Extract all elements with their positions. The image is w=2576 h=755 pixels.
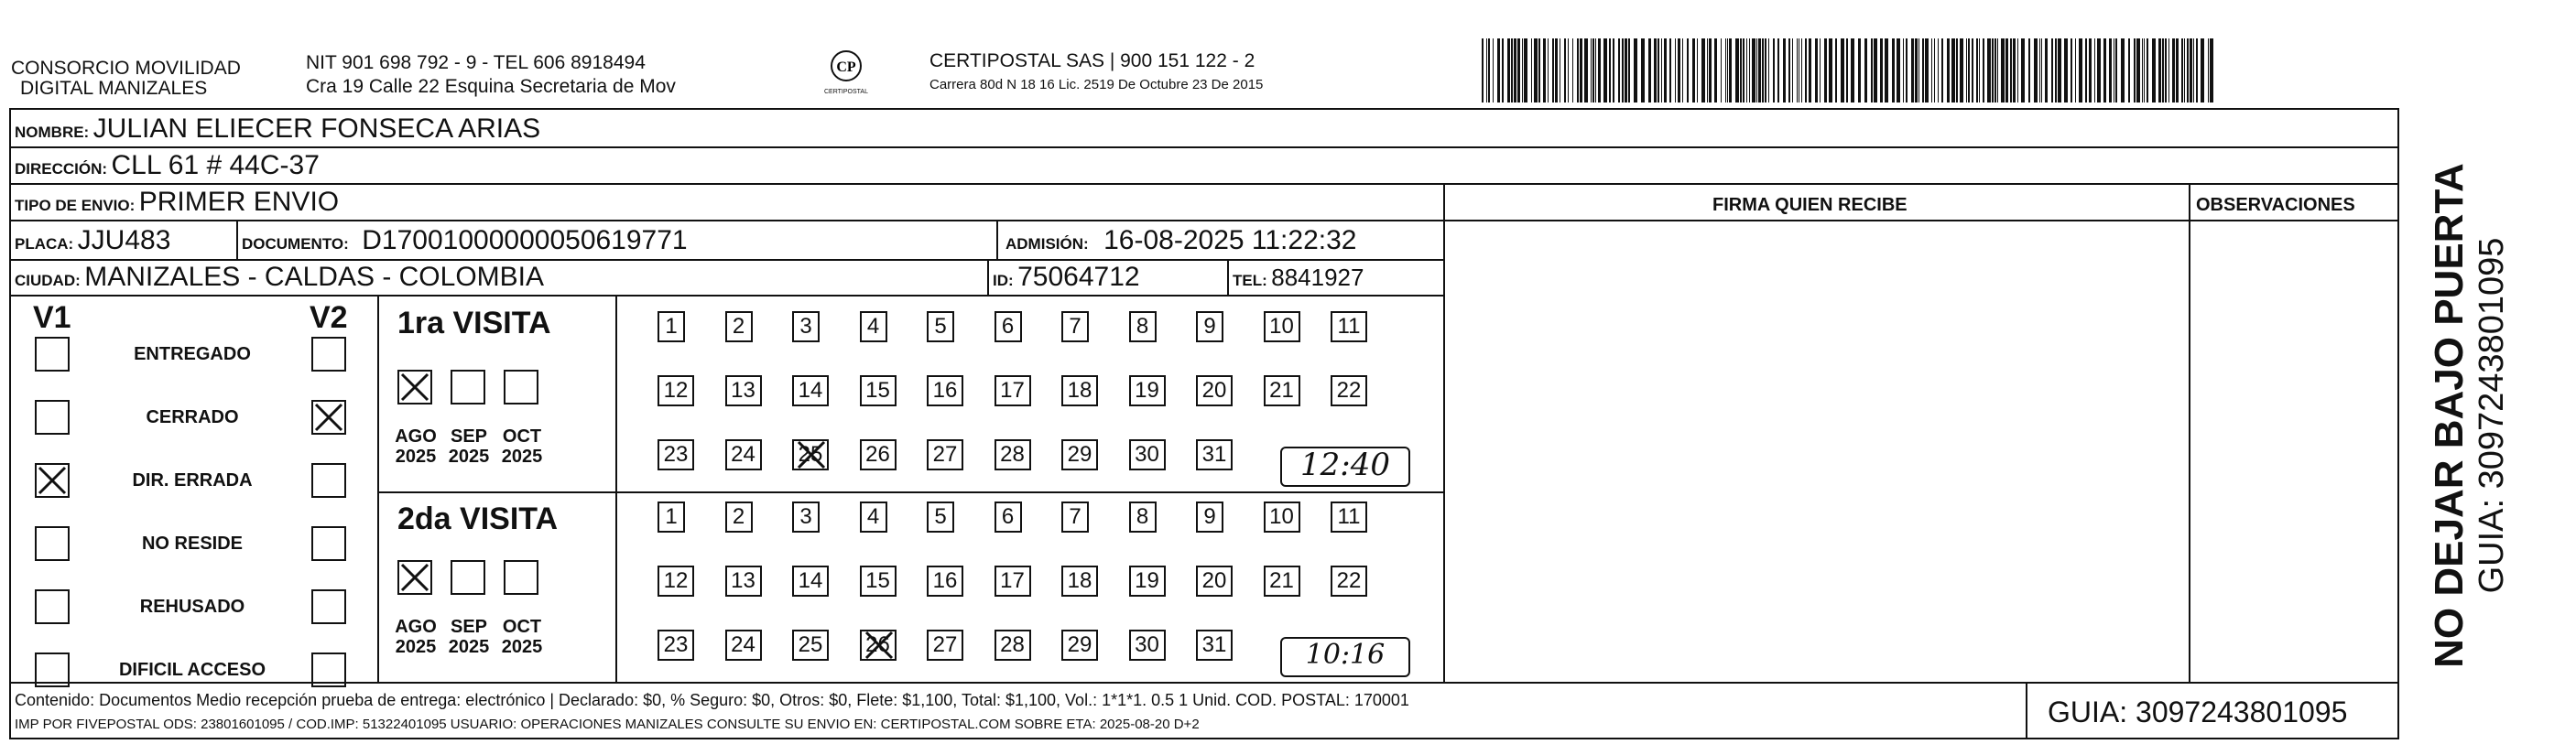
month-label: OCT bbox=[502, 426, 542, 447]
admision-value: 16-08-2025 11:22:32 bbox=[1103, 225, 1357, 255]
v1-label: V1 bbox=[33, 300, 71, 335]
logo-icon bbox=[828, 48, 864, 84]
company-name bbox=[11, 59, 241, 99]
day-box[interactable] bbox=[860, 375, 897, 406]
day-number: 16 bbox=[932, 378, 958, 403]
month-label: SEP bbox=[450, 426, 488, 447]
id-value: 75064712 bbox=[1017, 262, 1140, 292]
v1-checkbox[interactable] bbox=[35, 337, 70, 372]
direccion-value: CLL 61 # 44C-37 bbox=[111, 150, 320, 180]
day-number: 21 bbox=[1269, 568, 1294, 593]
v2-checkbox[interactable] bbox=[311, 526, 346, 561]
month-checkbox[interactable] bbox=[451, 370, 485, 404]
logo-text: CERTIPOSTAL bbox=[824, 89, 868, 95]
day-number: 5 bbox=[934, 504, 947, 529]
day-number: 30 bbox=[1135, 442, 1159, 467]
day-box[interactable] bbox=[1331, 566, 1367, 597]
status-label: DIR. ERRADA bbox=[132, 470, 253, 491]
day-box[interactable] bbox=[1264, 375, 1300, 406]
admision-field bbox=[1005, 227, 1356, 254]
day-box[interactable] bbox=[725, 502, 753, 533]
day-box[interactable] bbox=[1061, 566, 1098, 597]
side-guia: GUIA: 3097243801095 bbox=[2473, 237, 2511, 594]
day-box[interactable] bbox=[1196, 566, 1233, 597]
day-box[interactable] bbox=[1264, 311, 1300, 342]
year-label: 2025 bbox=[395, 637, 437, 657]
day-number: 7 bbox=[1069, 504, 1081, 529]
day-number: 14 bbox=[798, 568, 823, 593]
tel-value: 8841927 bbox=[1271, 264, 1364, 291]
year-label: 2025 bbox=[501, 637, 543, 657]
day-box[interactable] bbox=[927, 566, 963, 597]
day-number: 9 bbox=[1203, 504, 1216, 529]
nombre-label: NOMBRE: bbox=[15, 124, 90, 141]
day-box[interactable] bbox=[792, 375, 829, 406]
company-contact bbox=[306, 53, 676, 97]
day-box[interactable] bbox=[927, 630, 963, 661]
v1-checkbox[interactable] bbox=[35, 653, 70, 687]
year-label: 2025 bbox=[501, 447, 543, 467]
day-box[interactable] bbox=[725, 630, 762, 661]
day-box[interactable] bbox=[860, 502, 887, 533]
day-number: 29 bbox=[1067, 632, 1092, 657]
day-box[interactable] bbox=[1061, 439, 1098, 470]
certi-line2: Carrera 80d N 18 16 Lic. 2519 De Octubre 23 De 2015 bbox=[929, 77, 1264, 92]
day-number: 6 bbox=[1001, 314, 1015, 339]
v2-checkbox[interactable] bbox=[311, 463, 346, 498]
second-visit-title: 2da VISITA bbox=[397, 502, 559, 536]
day-box[interactable] bbox=[1331, 311, 1367, 342]
day-number: 23 bbox=[663, 632, 689, 657]
month-year bbox=[388, 617, 443, 657]
day-number: 17 bbox=[1000, 378, 1025, 403]
day-number: 22 bbox=[1336, 378, 1362, 403]
v1-checkbox[interactable] bbox=[35, 589, 70, 624]
day-number: 13 bbox=[731, 378, 755, 403]
tel-label: TEL: bbox=[1233, 272, 1267, 289]
month-checkbox[interactable] bbox=[451, 560, 485, 595]
observaciones-label: OBSERVACIONES bbox=[2196, 195, 2355, 215]
v2-checkbox[interactable] bbox=[311, 589, 346, 624]
direccion-field bbox=[15, 152, 320, 179]
day-box[interactable] bbox=[725, 375, 762, 406]
day-number: 5 bbox=[934, 314, 947, 339]
status-label: REHUSADO bbox=[139, 597, 245, 617]
day-box[interactable] bbox=[1129, 375, 1166, 406]
month-year bbox=[388, 426, 443, 467]
day-number: 11 bbox=[1337, 504, 1361, 529]
ciudad-field bbox=[15, 264, 544, 291]
day-box[interactable] bbox=[1196, 375, 1233, 406]
tipo-envio-field bbox=[15, 189, 339, 216]
day-number: 9 bbox=[1203, 314, 1216, 339]
day-number: 27 bbox=[932, 632, 958, 657]
ciudad-label: CIUDAD: bbox=[15, 272, 81, 289]
v1-checkbox[interactable] bbox=[35, 400, 70, 435]
day-box[interactable] bbox=[1264, 566, 1300, 597]
nombre-value: JULIAN ELIECER FONSECA ARIAS bbox=[92, 113, 541, 144]
day-box[interactable] bbox=[1129, 311, 1157, 342]
month-year bbox=[495, 617, 549, 657]
second-visit-time: 10:16 bbox=[1280, 637, 1410, 677]
day-number: 13 bbox=[731, 568, 755, 593]
day-number: 25 bbox=[798, 442, 823, 467]
day-box[interactable] bbox=[995, 566, 1031, 597]
tipo-label: TIPO DE ENVIO: bbox=[15, 197, 136, 214]
day-box[interactable] bbox=[927, 439, 963, 470]
barcode bbox=[1482, 38, 2214, 102]
day-number: 12 bbox=[663, 378, 689, 403]
month-label: SEP bbox=[450, 617, 488, 637]
v1-checkbox[interactable] bbox=[35, 463, 70, 498]
day-box[interactable] bbox=[995, 630, 1031, 661]
day-number: 29 bbox=[1067, 442, 1092, 467]
month-checkbox[interactable] bbox=[504, 370, 538, 404]
day-box[interactable] bbox=[1129, 566, 1166, 597]
certi-line1: CERTIPOSTAL SAS | 900 151 122 - 2 bbox=[929, 50, 1255, 71]
day-number: 19 bbox=[1135, 568, 1159, 593]
placa-value: JJU483 bbox=[77, 225, 171, 255]
day-box[interactable] bbox=[792, 311, 820, 342]
day-box[interactable] bbox=[1264, 502, 1300, 533]
nombre-field bbox=[15, 115, 540, 143]
documento-field bbox=[242, 227, 688, 254]
day-number: 11 bbox=[1337, 314, 1361, 339]
day-box[interactable] bbox=[1129, 630, 1166, 661]
day-box[interactable] bbox=[725, 439, 762, 470]
placa-label: PLACA: bbox=[15, 235, 74, 253]
day-number: 20 bbox=[1201, 378, 1227, 403]
day-box[interactable] bbox=[1196, 439, 1233, 470]
status-label: NO RESIDE bbox=[141, 534, 244, 554]
day-number: 27 bbox=[932, 442, 958, 467]
day-box[interactable] bbox=[658, 566, 694, 597]
direccion-label: DIRECCIÓN: bbox=[15, 160, 108, 178]
month-year bbox=[441, 617, 496, 657]
admision-label: ADMISIÓN: bbox=[1005, 235, 1089, 253]
month-checkbox[interactable] bbox=[397, 370, 432, 404]
certipostal-info bbox=[929, 51, 1263, 92]
day-box[interactable] bbox=[995, 311, 1022, 342]
barcode-graphic bbox=[1482, 38, 2214, 102]
month-label: OCT bbox=[502, 617, 542, 637]
company-line1: CONSORCIO MOVILIDAD bbox=[11, 58, 241, 79]
side-panel bbox=[2407, 108, 2571, 739]
day-box[interactable] bbox=[1061, 502, 1089, 533]
v2-checkbox[interactable] bbox=[311, 400, 346, 435]
day-number: 23 bbox=[663, 442, 689, 467]
day-box[interactable] bbox=[658, 375, 694, 406]
svg-text:CP: CP bbox=[836, 59, 856, 75]
day-box[interactable] bbox=[1061, 375, 1098, 406]
day-box[interactable] bbox=[792, 630, 829, 661]
day-number: 1 bbox=[665, 504, 678, 529]
day-number: 4 bbox=[866, 314, 880, 339]
side-rotated-text bbox=[2427, 113, 2511, 717]
day-number: 18 bbox=[1067, 568, 1092, 593]
month-year bbox=[441, 426, 496, 467]
day-box[interactable] bbox=[927, 311, 954, 342]
day-box[interactable] bbox=[792, 439, 829, 470]
day-box[interactable] bbox=[1331, 375, 1367, 406]
day-number: 26 bbox=[865, 442, 890, 467]
year-label: 2025 bbox=[395, 447, 437, 467]
day-number: 6 bbox=[1001, 504, 1015, 529]
v2-checkbox[interactable] bbox=[311, 653, 346, 687]
day-number: 2 bbox=[732, 314, 745, 339]
guia-box: GUIA: 3097243801095 bbox=[2048, 696, 2348, 728]
day-box[interactable] bbox=[1061, 630, 1098, 661]
day-number: 8 bbox=[1136, 504, 1149, 529]
day-number: 28 bbox=[1000, 442, 1025, 467]
first-visit-title: 1ra VISITA bbox=[397, 306, 551, 340]
day-number: 2 bbox=[732, 504, 745, 529]
day-number: 15 bbox=[865, 568, 890, 593]
day-box[interactable] bbox=[860, 439, 897, 470]
day-box[interactable] bbox=[860, 566, 897, 597]
day-number: 17 bbox=[1000, 568, 1025, 593]
day-number: 8 bbox=[1136, 314, 1149, 339]
day-number: 21 bbox=[1269, 378, 1294, 403]
documento-label: DOCUMENTO: bbox=[242, 235, 349, 253]
day-box[interactable] bbox=[1061, 311, 1089, 342]
day-box[interactable] bbox=[658, 502, 685, 533]
documento-value: D17001000000050619771 bbox=[362, 225, 688, 255]
day-box[interactable] bbox=[1196, 311, 1223, 342]
month-label: AGO bbox=[395, 426, 437, 447]
status-label: ENTREGADO bbox=[134, 344, 251, 364]
first-visit-time: 12:40 bbox=[1280, 447, 1410, 487]
imp-text: IMP POR FIVEPOSTAL ODS: 23801601095 / COD.IMP: 51322401095 USUARIO: OPERACIONES MANIZALES CONSULTE SU ENVIO EN: CERTIPOSTAL.COM SOBRE ETA: 2025-08-20 D+2 bbox=[15, 717, 1200, 732]
contenido-text: Contenido: Documentos Medio recepción prueba de entrega: electrónico | Declarado: $0, % Seguro: $0, Otros: $0, Flete: $1,100, Total: $1,100, Vol.: 1*1*1. 0.5 1 Unid. COD. POSTAL: 170001 bbox=[15, 691, 1409, 709]
v2-checkbox[interactable] bbox=[311, 337, 346, 372]
day-number: 15 bbox=[865, 378, 890, 403]
day-box[interactable] bbox=[1196, 630, 1233, 661]
day-number: 24 bbox=[731, 632, 755, 657]
month-year bbox=[495, 426, 549, 467]
month-label: AGO bbox=[395, 617, 437, 637]
ciudad-value: MANIZALES - CALDAS - COLOMBIA bbox=[84, 262, 545, 292]
day-number: 22 bbox=[1336, 568, 1362, 593]
day-number: 14 bbox=[798, 378, 823, 403]
month-checkbox[interactable] bbox=[504, 560, 538, 595]
day-number: 31 bbox=[1201, 442, 1227, 467]
day-box[interactable] bbox=[658, 630, 694, 661]
day-number: 4 bbox=[866, 504, 880, 529]
v2-label: V2 bbox=[310, 300, 348, 335]
status-label: CERRADO bbox=[146, 407, 239, 427]
certipostal-logo bbox=[821, 48, 872, 99]
day-box[interactable] bbox=[995, 375, 1031, 406]
month-checkbox[interactable] bbox=[397, 560, 432, 595]
day-box[interactable] bbox=[995, 439, 1031, 470]
id-label: ID: bbox=[993, 272, 1014, 289]
tel-field bbox=[1233, 265, 1364, 289]
tipo-value: PRIMER ENVIO bbox=[138, 187, 340, 217]
day-box[interactable] bbox=[927, 502, 954, 533]
day-box[interactable] bbox=[792, 566, 829, 597]
day-box[interactable] bbox=[658, 439, 694, 470]
day-number: 7 bbox=[1069, 314, 1081, 339]
day-box[interactable] bbox=[995, 502, 1022, 533]
nit-line: NIT 901 698 792 - 9 - TEL 606 8918494 bbox=[306, 52, 646, 73]
day-number: 16 bbox=[932, 568, 958, 593]
day-box[interactable] bbox=[860, 311, 887, 342]
status-label: DIFICIL ACCESO bbox=[118, 660, 266, 680]
day-box[interactable] bbox=[1331, 502, 1367, 533]
day-number: 3 bbox=[799, 314, 812, 339]
day-number: 24 bbox=[731, 442, 755, 467]
day-number: 28 bbox=[1000, 632, 1025, 657]
day-box[interactable] bbox=[725, 566, 762, 597]
day-box[interactable] bbox=[927, 375, 963, 406]
day-number: 3 bbox=[799, 504, 812, 529]
firma-label: FIRMA QUIEN RECIBE bbox=[1712, 195, 1908, 215]
id-field bbox=[993, 264, 1140, 291]
day-number: 30 bbox=[1135, 632, 1159, 657]
day-number: 18 bbox=[1067, 378, 1092, 403]
day-number: 12 bbox=[663, 568, 689, 593]
day-number: 19 bbox=[1135, 378, 1159, 403]
placa-field bbox=[15, 227, 170, 254]
day-number: 25 bbox=[798, 632, 823, 657]
day-box[interactable] bbox=[725, 311, 753, 342]
address-line: Cra 19 Calle 22 Esquina Secretaria de Mov bbox=[306, 76, 676, 97]
day-number: 20 bbox=[1201, 568, 1227, 593]
day-number: 1 bbox=[665, 314, 678, 339]
day-number: 31 bbox=[1201, 632, 1227, 657]
day-number: 26 bbox=[865, 632, 890, 657]
day-box[interactable] bbox=[792, 502, 820, 533]
day-box[interactable] bbox=[1196, 502, 1223, 533]
day-number: 10 bbox=[1269, 314, 1294, 339]
day-box[interactable] bbox=[658, 311, 685, 342]
company-line2: DIGITAL MANIZALES bbox=[20, 78, 208, 99]
day-box[interactable] bbox=[1129, 502, 1157, 533]
v1-checkbox[interactable] bbox=[35, 526, 70, 561]
side-warning: NO DEJAR BAJO PUERTA bbox=[2427, 163, 2472, 668]
year-label: 2025 bbox=[448, 637, 490, 657]
year-label: 2025 bbox=[448, 447, 490, 467]
day-box[interactable] bbox=[860, 630, 897, 661]
day-box[interactable] bbox=[1129, 439, 1166, 470]
day-number: 10 bbox=[1269, 504, 1294, 529]
